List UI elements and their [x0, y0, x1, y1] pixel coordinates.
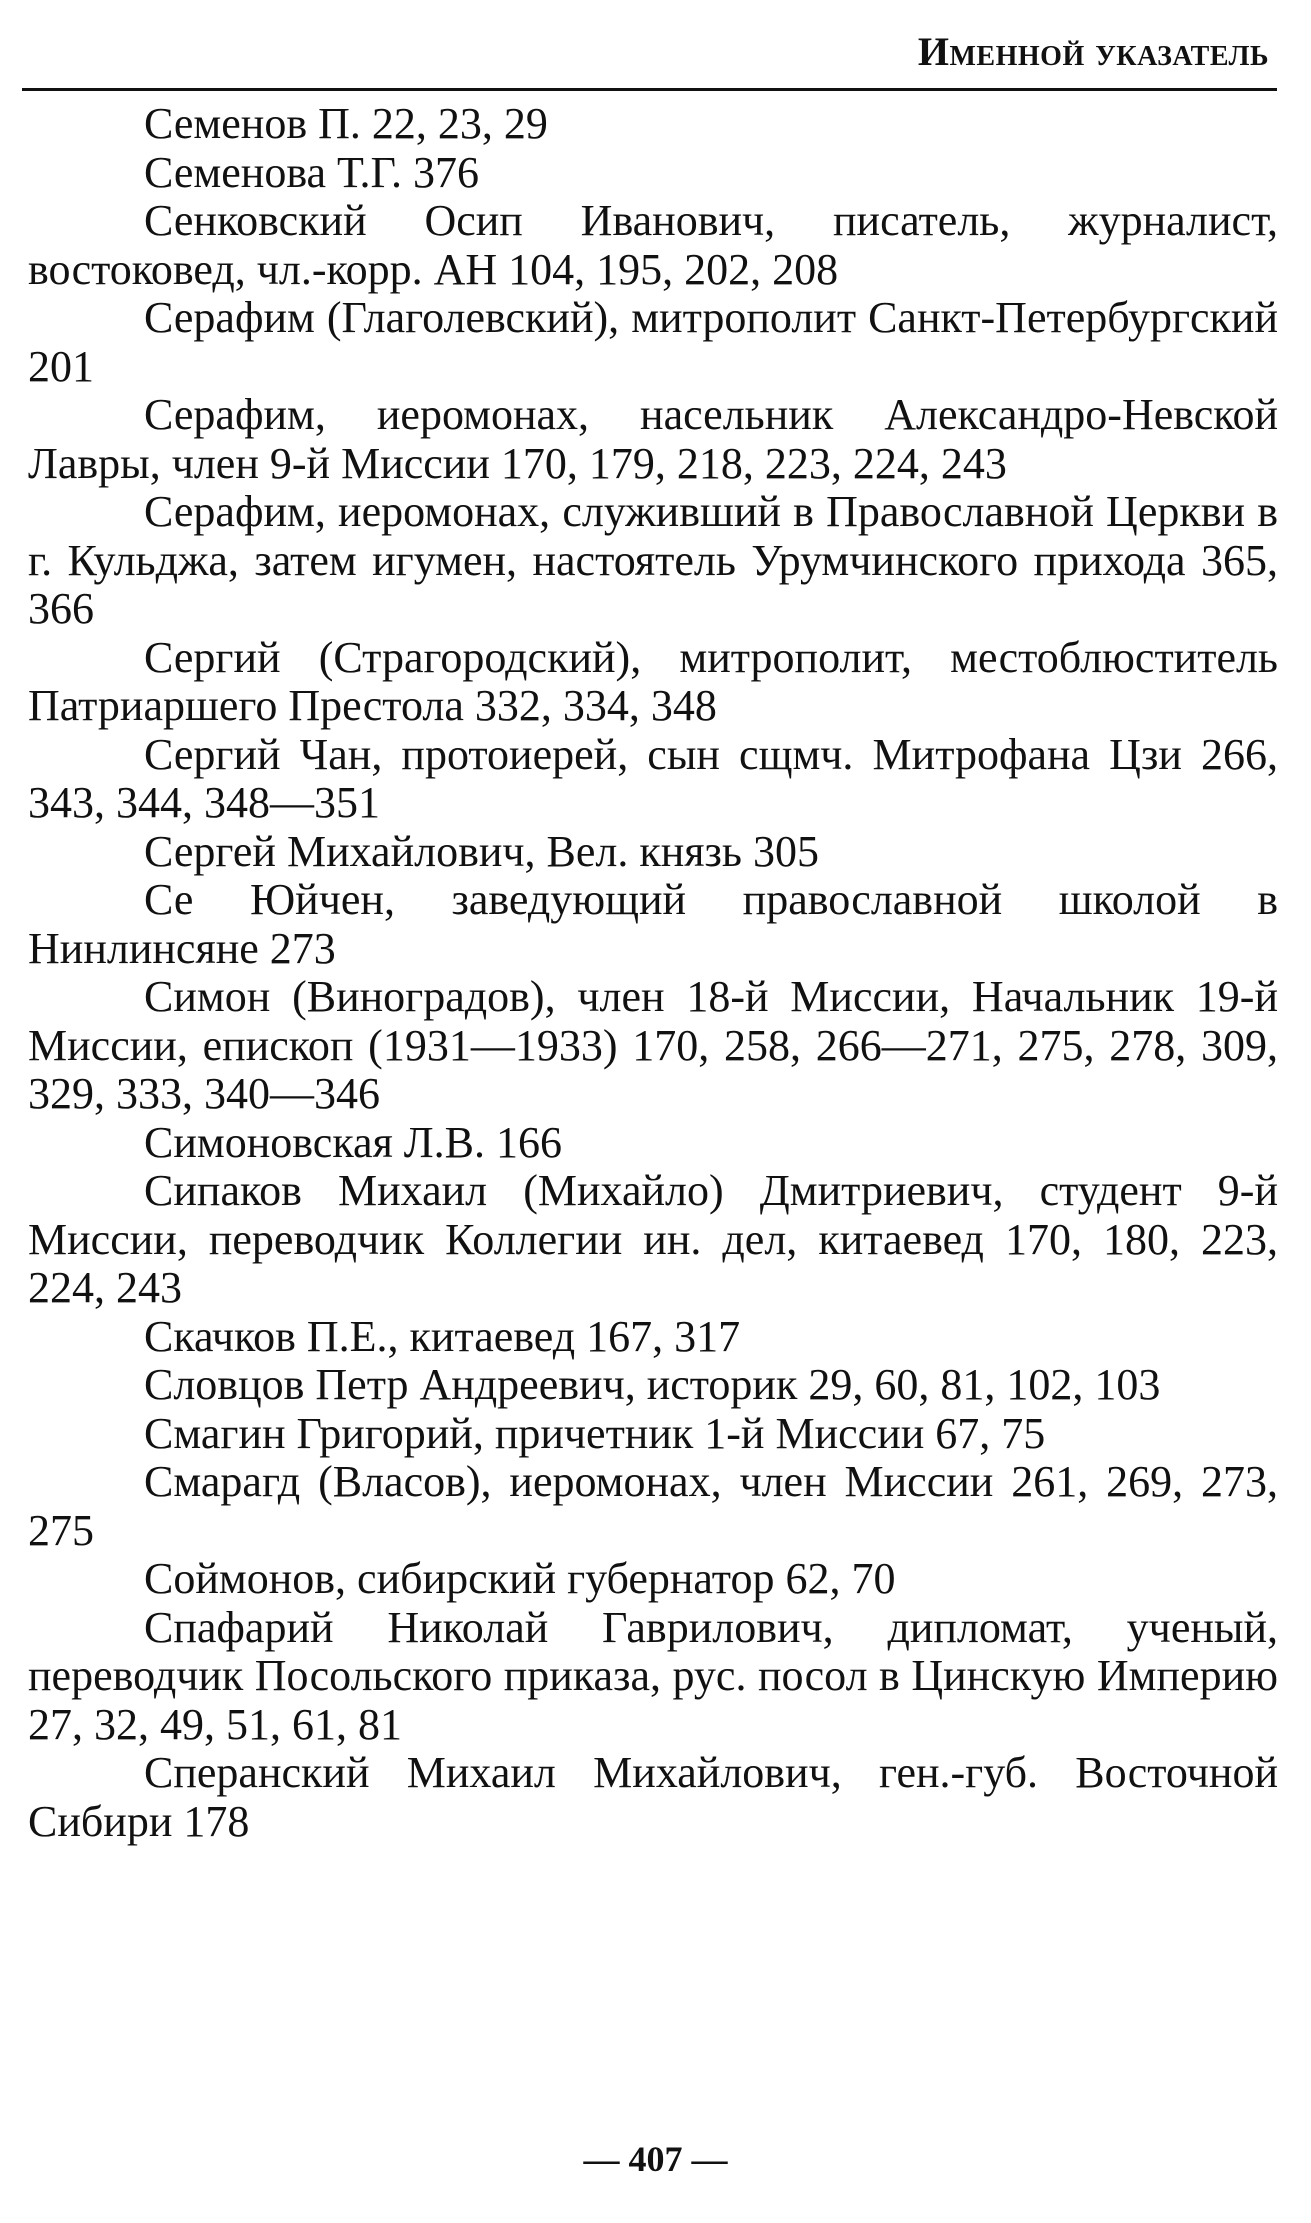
index-entry: Смагин Григорий, причетник 1-й Миссии 67, 75	[144, 1408, 1046, 1458]
name-index-list	[28, 100, 1278, 1846]
index-entry: Сергей Михайлович, Вел. князь 305	[144, 826, 819, 876]
index-entry: Симон (Виноградов), член 18-й Миссии, Начальник 19-й Миссии, епископ (1931—1933) 170, 258, 266—271, 275, 278, 309, 329, 333, 340—346	[28, 972, 1278, 1118]
index-entry: Сергий (Страгородский), митрополит, местоблюститель Патриаршего Престола 332, 334, 348	[28, 632, 1278, 730]
index-entry: Соймонов, сибирский губернатор 62, 70	[144, 1554, 896, 1603]
index-entry: Сергий Чан, протоиерей, сын сщмч. Митрофана Цзи 266, 343, 344, 348—351	[28, 729, 1278, 827]
index-entry: Серафим, иеромонах, насельник Александро-Невской Лавры, член 9-й Миссии 170, 179, 218, 223, 224, 243	[28, 390, 1278, 488]
index-entry: Сперанский Михаил Михайлович, ген.-губ. Восточной Сибири 178	[28, 1748, 1278, 1846]
index-entry: Словцов Петр Андреевич, историк 29, 60, 81, 102, 103	[144, 1360, 1161, 1409]
header-rule	[22, 88, 1277, 91]
index-entry: Спафарий Николай Гаврилович, дипломат, ученый, переводчик Посольского приказа, рус. посол в Цинскую Империю 27, 32, 49, 51, 61, 81	[28, 1602, 1278, 1749]
index-entry: Скачков П.Е., китаевед 167, 317	[144, 1311, 741, 1361]
index-entry: Се Юйчен, заведующий православной школой в Нинлинсяне 273	[28, 875, 1278, 973]
running-title: Именной указатель	[917, 29, 1269, 74]
index-entry: Симоновская Л.В. 166	[144, 1117, 562, 1167]
page-number: — 407 —	[583, 2139, 728, 2179]
index-entry: Семенова Т.Г. 376	[144, 147, 480, 197]
index-entry: Смарагд (Власов), иеромонах, член Миссии 261, 269, 273, 275	[28, 1457, 1278, 1555]
index-entry: Сипаков Михаил (Михайло) Дмитриевич, студент 9-й Миссии, переводчик Коллегии ин. дел, китаевед 170, 180, 223, 224, 243	[28, 1166, 1278, 1312]
index-entry: Серафим (Глаголевский), митрополит Санкт-Петербургский 201	[28, 293, 1278, 391]
index-entry: Серафим, иеромонах, служивший в Православной Церкви в г. Кульджа, затем игумен, настоятель Урумчинского прихода 365, 366	[28, 487, 1278, 633]
index-entry: Сенковский Осип Иванович, писатель, журналист, востоковед, чл.-корр. АН 104, 195, 202, 208	[28, 196, 1278, 294]
index-entry: Семенов П. 22, 23, 29	[144, 99, 548, 148]
